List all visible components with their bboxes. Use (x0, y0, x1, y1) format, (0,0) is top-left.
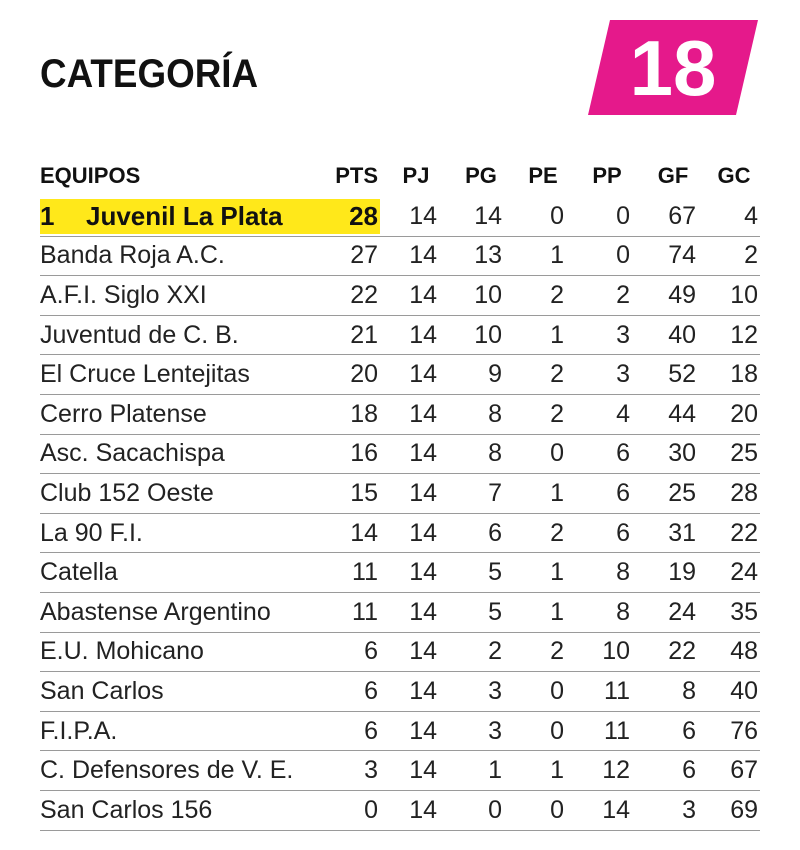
gf: 49 (668, 280, 696, 309)
table-row (40, 751, 760, 791)
table-row (40, 474, 760, 514)
pe: 0 (550, 676, 564, 705)
pe: 0 (550, 439, 564, 468)
pts: 16 (350, 439, 378, 468)
pe: 2 (550, 518, 564, 547)
gf: 6 (682, 756, 696, 785)
pts: 11 (352, 597, 378, 626)
pj: 14 (409, 518, 437, 547)
gf: 74 (668, 241, 696, 270)
gf: 52 (668, 360, 696, 389)
gc: 48 (730, 637, 758, 666)
pg: 3 (488, 676, 502, 705)
leader-pp: 0 (616, 201, 630, 230)
category-title: CATEGORÍA (40, 52, 259, 96)
pg: 2 (488, 637, 502, 666)
pp: 8 (616, 597, 630, 626)
pj: 14 (409, 439, 437, 468)
pts: 21 (350, 320, 378, 349)
gc: 20 (730, 399, 758, 428)
pg: 7 (488, 478, 502, 507)
column-header-equipos: EQUIPOS (40, 163, 141, 188)
pp: 2 (616, 280, 630, 309)
pg: 8 (488, 399, 502, 428)
pg: 10 (474, 320, 502, 349)
team-name: La 90 F.I. (40, 518, 143, 547)
category-number-badge (588, 20, 758, 115)
pp: 4 (616, 399, 630, 428)
pts: 0 (364, 795, 378, 824)
pts: 6 (364, 676, 378, 705)
pe: 0 (550, 716, 564, 745)
pg: 8 (488, 439, 502, 468)
pe: 1 (550, 756, 564, 785)
pp: 12 (602, 756, 630, 785)
table-row (40, 672, 760, 712)
pj: 14 (409, 478, 437, 507)
pts: 22 (350, 280, 378, 309)
pj: 14 (409, 637, 437, 666)
pts: 6 (364, 716, 378, 745)
pe: 1 (550, 320, 564, 349)
pe: 1 (550, 558, 564, 587)
column-header-gf: GF (657, 163, 689, 188)
gc: 12 (730, 320, 758, 349)
team-name: F.I.P.A. (40, 716, 118, 745)
table-row (40, 791, 760, 831)
pe: 2 (550, 280, 564, 309)
category-number: 18 (629, 23, 717, 112)
standings-table (40, 155, 760, 831)
pe: 2 (550, 399, 564, 428)
pj: 14 (409, 558, 437, 587)
pp: 8 (616, 558, 630, 587)
pts: 15 (350, 478, 378, 507)
leader-pts: 28 (349, 200, 378, 231)
pg: 10 (474, 280, 502, 309)
pe: 1 (550, 241, 564, 270)
table-header-row (40, 155, 760, 197)
leader-gf: 67 (668, 201, 696, 230)
gc: 10 (730, 280, 758, 309)
gf: 8 (682, 676, 696, 705)
pp: 0 (616, 241, 630, 270)
leader-pe: 0 (550, 201, 564, 230)
table-row (40, 553, 760, 593)
gc: 40 (730, 676, 758, 705)
gf: 3 (682, 795, 696, 824)
team-name: A.F.I. Siglo XXI (40, 280, 207, 309)
pp: 3 (616, 360, 630, 389)
team-name: Catella (40, 558, 118, 587)
team-name: Club 152 Oeste (40, 478, 214, 507)
column-header-pe: PE (528, 163, 558, 188)
gf: 31 (668, 518, 696, 547)
pts: 11 (352, 558, 378, 587)
pe: 1 (550, 478, 564, 507)
pp: 10 (602, 637, 630, 666)
pj: 14 (409, 320, 437, 349)
column-header-pts: PTS (335, 163, 378, 188)
pts: 6 (364, 637, 378, 666)
gf: 40 (668, 320, 696, 349)
pj: 14 (409, 280, 437, 309)
pp: 3 (616, 320, 630, 349)
pg: 3 (488, 716, 502, 745)
table-row (40, 395, 760, 435)
gc: 67 (730, 756, 758, 785)
pts: 27 (350, 241, 378, 270)
team-name: Banda Roja A.C. (40, 241, 225, 270)
pp: 11 (604, 676, 630, 705)
pe: 0 (550, 795, 564, 824)
gc: 76 (730, 716, 758, 745)
pp: 6 (616, 518, 630, 547)
team-name: Asc. Sacachispa (40, 439, 225, 468)
pe: 2 (550, 360, 564, 389)
gf: 44 (668, 399, 696, 428)
table-row (40, 316, 760, 356)
pg: 5 (488, 558, 502, 587)
column-header-pp: PP (592, 163, 622, 188)
column-header-pj: PJ (402, 163, 430, 188)
pp: 6 (616, 478, 630, 507)
table-row (40, 276, 760, 316)
team-name: Juventud de C. B. (40, 320, 239, 349)
pg: 1 (488, 756, 502, 785)
table-row (40, 237, 760, 277)
pts: 14 (350, 518, 378, 547)
table-row (40, 712, 760, 752)
pj: 14 (409, 795, 437, 824)
gc: 35 (730, 597, 758, 626)
pg: 6 (488, 518, 502, 547)
pp: 6 (616, 439, 630, 468)
gf: 6 (682, 716, 696, 745)
pg: 13 (474, 241, 502, 270)
gf: 24 (668, 597, 696, 626)
gc: 69 (730, 795, 758, 824)
pj: 14 (409, 597, 437, 626)
pj: 14 (409, 360, 437, 389)
pts: 3 (364, 756, 378, 785)
leader-team (40, 197, 380, 236)
leader-pj: 14 (409, 201, 437, 230)
column-header-pg: PG (465, 163, 497, 188)
table-row (40, 633, 760, 673)
gc: 2 (744, 241, 758, 270)
leader-rank: 1 (40, 200, 55, 231)
leader-row (40, 197, 760, 237)
pj: 14 (409, 241, 437, 270)
gf: 19 (668, 558, 696, 587)
pj: 14 (409, 676, 437, 705)
pg: 5 (488, 597, 502, 626)
team-name: Abastense Argentino (40, 597, 271, 626)
gf: 22 (668, 637, 696, 666)
gc: 22 (730, 518, 758, 547)
pts: 20 (350, 360, 378, 389)
pj: 14 (409, 716, 437, 745)
pp: 11 (604, 716, 630, 745)
team-name: E.U. Mohicano (40, 637, 204, 666)
gc: 28 (730, 478, 758, 507)
leader-pg: 14 (474, 201, 502, 230)
pg: 9 (488, 360, 502, 389)
gc: 18 (730, 360, 758, 389)
pj: 14 (409, 756, 437, 785)
pp: 14 (602, 795, 630, 824)
gc: 24 (730, 558, 758, 587)
pe: 2 (550, 637, 564, 666)
leader-gc: 4 (744, 201, 758, 230)
table-row (40, 355, 760, 395)
pts: 18 (350, 399, 378, 428)
table-row (40, 435, 760, 475)
table-row (40, 514, 760, 554)
table-row (40, 593, 760, 633)
leader-team-name: Juvenil La Plata (86, 200, 283, 231)
column-header-gc: GC (717, 163, 751, 188)
pg: 0 (488, 795, 502, 824)
team-name: Cerro Platense (40, 399, 207, 428)
team-name: San Carlos (40, 676, 164, 705)
gf: 30 (668, 439, 696, 468)
team-name: C. Defensores de V. E. (40, 756, 294, 785)
team-name: San Carlos 156 (40, 795, 213, 824)
gc: 25 (730, 439, 758, 468)
team-name: El Cruce Lentejitas (40, 360, 250, 389)
pe: 1 (550, 597, 564, 626)
gf: 25 (668, 478, 696, 507)
pj: 14 (409, 399, 437, 428)
